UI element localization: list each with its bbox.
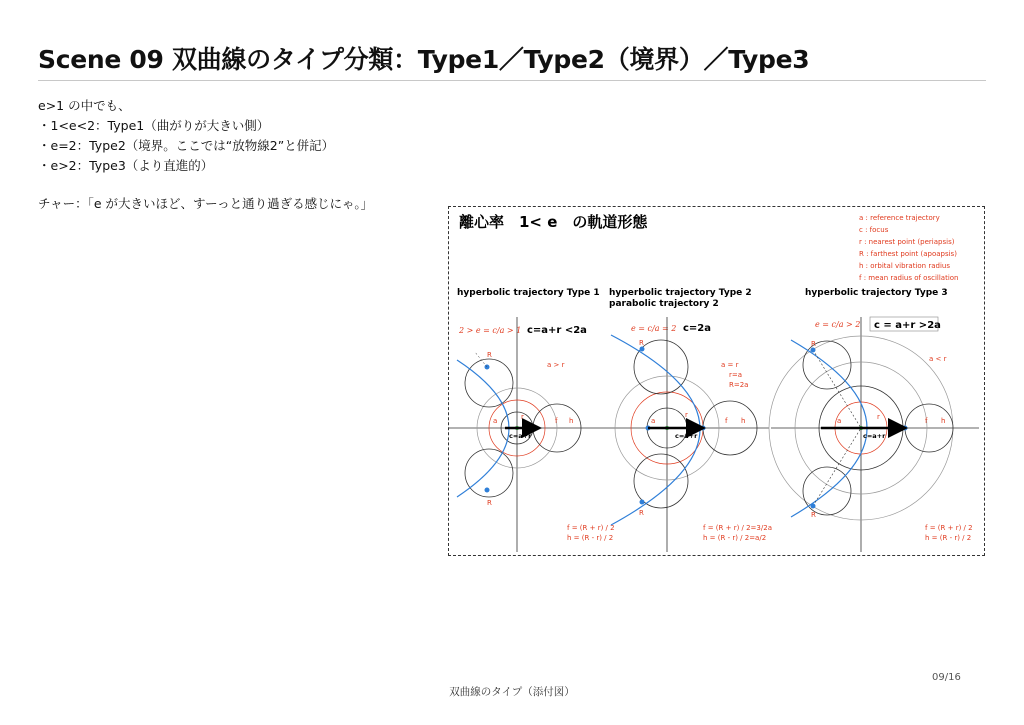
panel1-formula-h: h = (R - r) / 2 [567, 534, 614, 542]
panel2-label-r: r [685, 411, 688, 419]
panel1-label-R-upper: R [487, 351, 492, 359]
panel3-label-c: c=a+r [863, 432, 886, 440]
orbit-figure [448, 206, 985, 556]
panel1-label-a: a [493, 417, 498, 425]
orbit-diagram-svg [449, 207, 986, 557]
page-number: 09/16 [932, 672, 961, 683]
legend-item-f: f : mean radius of oscillation [859, 274, 959, 282]
panel2-label-R-lower: R [639, 509, 644, 517]
panel2-periapsis [701, 426, 706, 431]
panel3-relation: c = a+r >2a [874, 320, 941, 331]
panel1-apoapsis-lower [485, 488, 490, 493]
panel1-formula-f: f = (R + r) / 2 [567, 524, 615, 532]
bullet-type3: ・e>2：Type3（より直進的） [38, 158, 214, 173]
panel2-apoapsis-lower [640, 500, 645, 505]
panel3-formula-f: f = (R + r) / 2 [925, 524, 973, 532]
panel3-label-R-upper: R [811, 340, 816, 348]
panel-type3 [769, 288, 979, 552]
title-divider [38, 80, 986, 81]
panel3-label-R-lower: R [811, 511, 816, 519]
panel2-label-a: a [651, 417, 656, 425]
panel2-title-2: parabolic trajectory 2 [609, 299, 719, 309]
legend [859, 214, 959, 282]
bullet-type1: ・1<e<2：Type1（曲がりが大きい側） [38, 118, 270, 133]
legend-item-R: R : farthest point (apoapsis) [859, 250, 957, 258]
panel1-relation: c=a+r <2a [527, 325, 587, 336]
panel2-label-h: h [741, 417, 746, 425]
legend-item-c: c : focus [859, 226, 889, 234]
panel3-formula: e = c/a > 2 [815, 320, 861, 329]
slide-title: Scene 09 双曲線のタイプ分類：Type1／Type2（境界）／Type3 [38, 45, 810, 74]
panel3-periapsis [903, 426, 908, 431]
panel2-formula-f: f = (R + r) / 2=3/2a [703, 524, 772, 532]
panel3-circle-upper [803, 341, 851, 389]
panel-type2 [609, 288, 772, 552]
panel3-apoapsis-upper [811, 348, 816, 353]
panel-type1 [449, 288, 615, 552]
panel3-label-h: h [941, 417, 946, 425]
panel1-label-R-lower: R [487, 499, 492, 507]
panel3-note: a < r [929, 355, 947, 363]
panel1-label-f: f [555, 417, 558, 425]
panel1-label-r: r [521, 413, 524, 421]
panel2-note-1: a = r [721, 361, 739, 369]
figure-heading: 離心率 1< e の軌道形態 [459, 213, 648, 231]
panel3-circle-lower [803, 467, 851, 515]
panel1-label-h: h [569, 417, 574, 425]
panel3-label-f: f [925, 417, 928, 425]
legend-item-a: a : reference trajectory [859, 214, 940, 222]
legend-item-r: r : nearest point (periapsis) [859, 238, 955, 246]
panel2-formula-h: h = (R - r) / 2=a/2 [703, 534, 767, 542]
panel2-apoapsis-upper [640, 347, 645, 352]
panel1-formula: 2 > e = c/a > 1 [459, 326, 522, 335]
quote-text: チャー：「e が大きいほど、すーっと通り過ぎる感じにゃ。」 [38, 196, 374, 211]
bullet-type2: ・e=2：Type2（境界。ここでは“放物線2”と併記） [38, 138, 335, 153]
panel3-label-r: r [877, 413, 880, 421]
panel1-label-c: c=a+r [509, 432, 532, 440]
panel2-label-f: f [725, 417, 728, 425]
panel3-title: hyperbolic trajectory Type 3 [805, 288, 948, 298]
panel2-formula: e = c/a = 2 [631, 324, 677, 333]
intro-text: e>1 の中でも、 [38, 98, 131, 113]
panel2-relation: c=2a [683, 323, 712, 334]
panel2-label-R-upper: R [639, 339, 644, 347]
panel2-note-3: R=2a [729, 381, 749, 389]
panel1-note: a > r [547, 361, 565, 369]
panel3-formula-h: h = (R - r) / 2 [925, 534, 972, 542]
panel3-apoapsis-lower [811, 504, 816, 509]
panel2-title: hyperbolic trajectory Type 2 [609, 288, 752, 298]
panel2-note-2: r=a [729, 371, 743, 379]
panel2-label-c: c=a+r [675, 432, 698, 440]
body-text [38, 96, 373, 214]
panel3-R-dash-lower [813, 428, 861, 506]
legend-item-h: h : orbital vibration radius [859, 262, 950, 270]
panel1-title: hyperbolic trajectory Type 1 [457, 288, 600, 298]
panel3-label-a: a [837, 417, 842, 425]
figure-caption: 双曲線のタイプ（添付図） [449, 686, 575, 698]
